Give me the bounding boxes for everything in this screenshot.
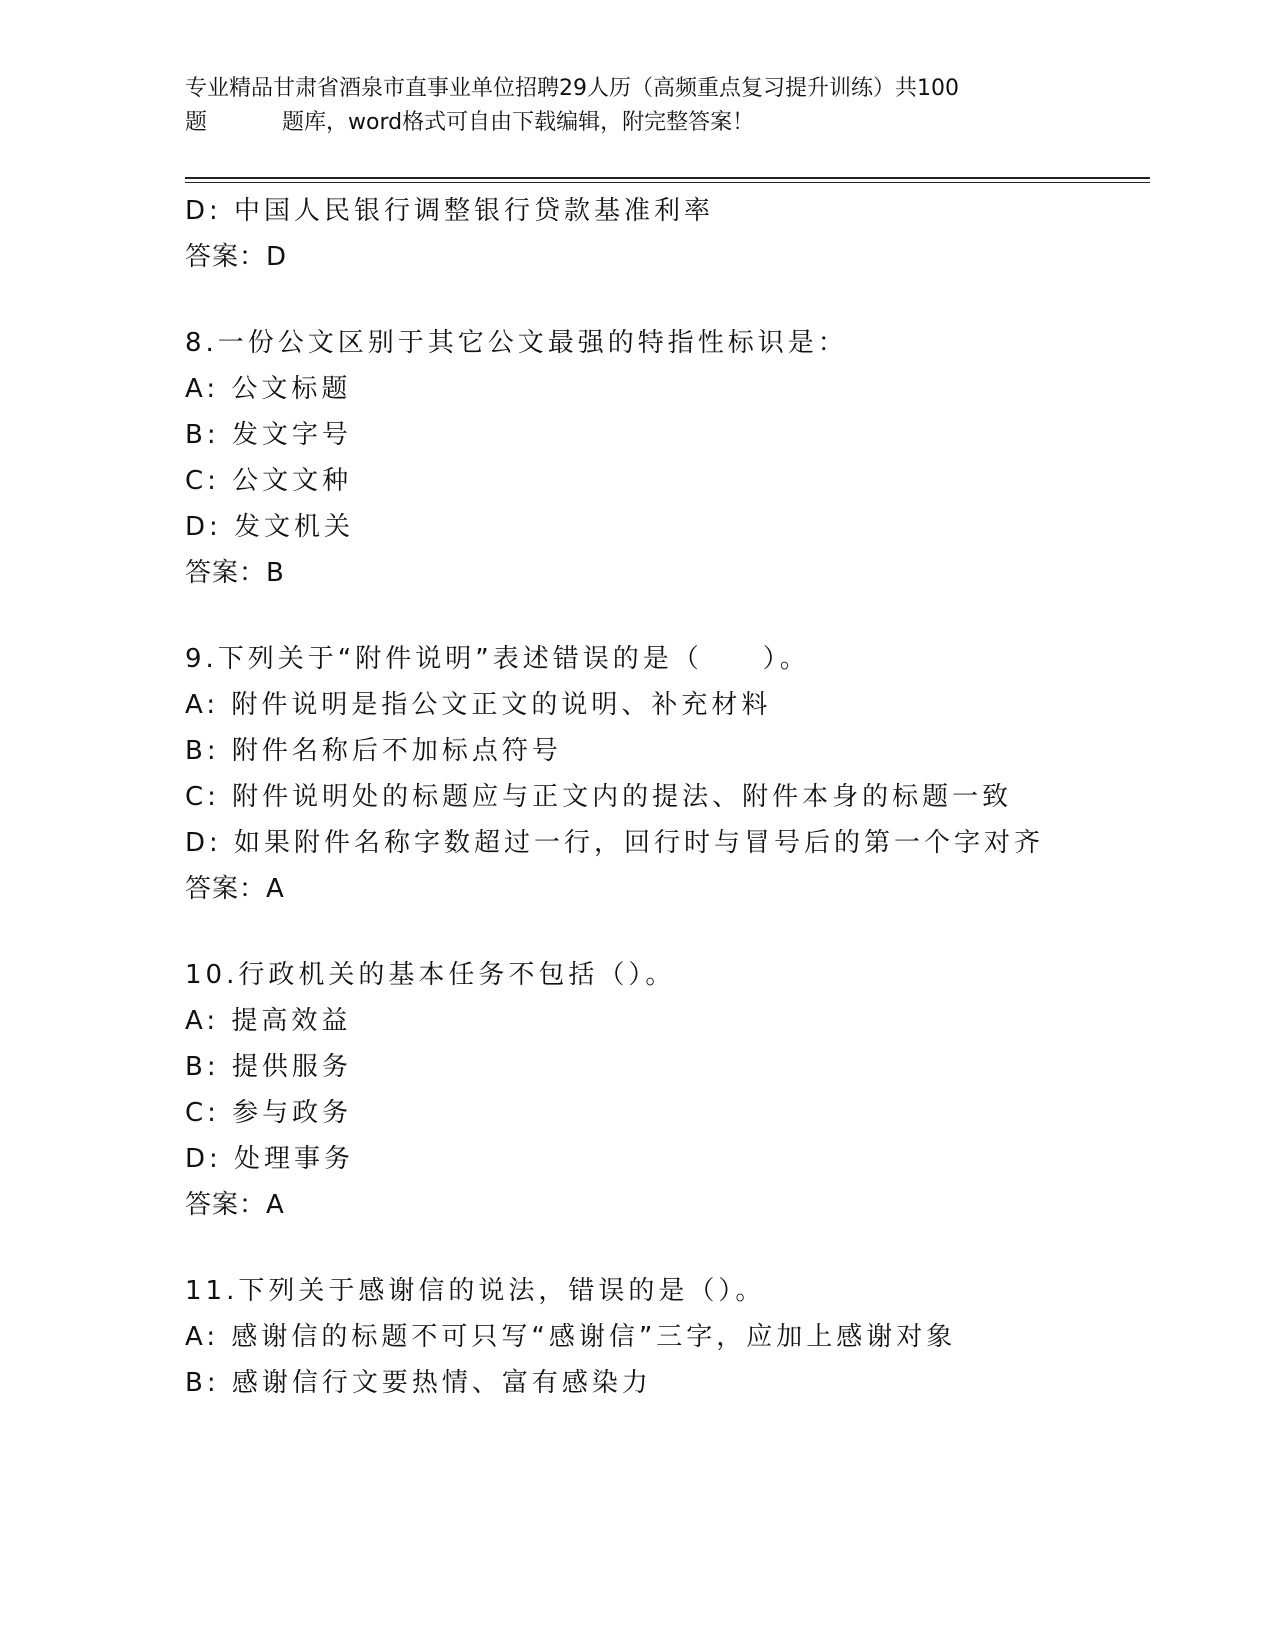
question-9 xyxy=(185,636,1145,912)
question-stem: 8.一份公文区别于其它公文最强的特指性标识是： xyxy=(185,328,848,358)
question-stem: 10.行政机关的基本任务不包括（）。 xyxy=(185,960,676,990)
prev-question-option-d: D: 中国人民银行调整银行贷款基准利率 xyxy=(185,196,715,226)
document-body xyxy=(185,188,1145,1406)
question-11 xyxy=(185,1268,1145,1406)
option-d: D: 处理事务 xyxy=(185,1144,355,1174)
question-10 xyxy=(185,952,1145,1228)
option-a: A: 感谢信的标题不可只写“感谢信”三字，应加上感谢对象 xyxy=(185,1322,957,1352)
header-divider-thick xyxy=(185,177,1150,179)
question-8 xyxy=(185,320,1145,596)
question-stem: 11.下列关于感谢信的说法，错误的是（）。 xyxy=(185,1276,766,1306)
option-c: C: 附件说明处的标题应与正文内的提法、附件本身的标题一致 xyxy=(185,782,1013,812)
header-title-line-2 xyxy=(185,106,1065,140)
answer: 答案：A xyxy=(185,1190,285,1220)
option-b: B: 提供服务 xyxy=(185,1052,352,1082)
header-title-line-2-a: 题 xyxy=(185,110,208,135)
answer: 答案：B xyxy=(185,558,285,588)
option-a: A: 公文标题 xyxy=(185,374,352,404)
option-c: C: 参与政务 xyxy=(185,1098,353,1128)
option-b: B: 发文字号 xyxy=(185,420,352,450)
prev-question-answer: 答案：D xyxy=(185,242,288,272)
question-stem: 9.下列关于“附件说明”表述错误的是（ ）。 xyxy=(185,644,810,674)
answer: 答案：A xyxy=(185,874,285,904)
option-d: D: 发文机关 xyxy=(185,512,355,542)
option-a: A: 提高效益 xyxy=(185,1006,352,1036)
option-b: B: 附件名称后不加标点符号 xyxy=(185,736,562,766)
header-title-line-2-b: 题库，word格式可自由下载编辑，附完整答案！ xyxy=(282,110,755,135)
option-d: D: 如果附件名称字数超过一行，回行时与冒号后的第一个字对齐 xyxy=(185,828,1045,858)
option-a: A: 附件说明是指公文正文的说明、补充材料 xyxy=(185,690,772,720)
document-header xyxy=(185,72,1065,140)
header-divider-thin xyxy=(185,182,1150,183)
option-b: B: 感谢信行文要热情、富有感染力 xyxy=(185,1368,652,1398)
header-title-line-1: 专业精品甘肃省酒泉市直事业单位招聘29人历（高频重点复习提升训练）共100 xyxy=(185,76,959,101)
option-c: C: 公文文种 xyxy=(185,466,353,496)
